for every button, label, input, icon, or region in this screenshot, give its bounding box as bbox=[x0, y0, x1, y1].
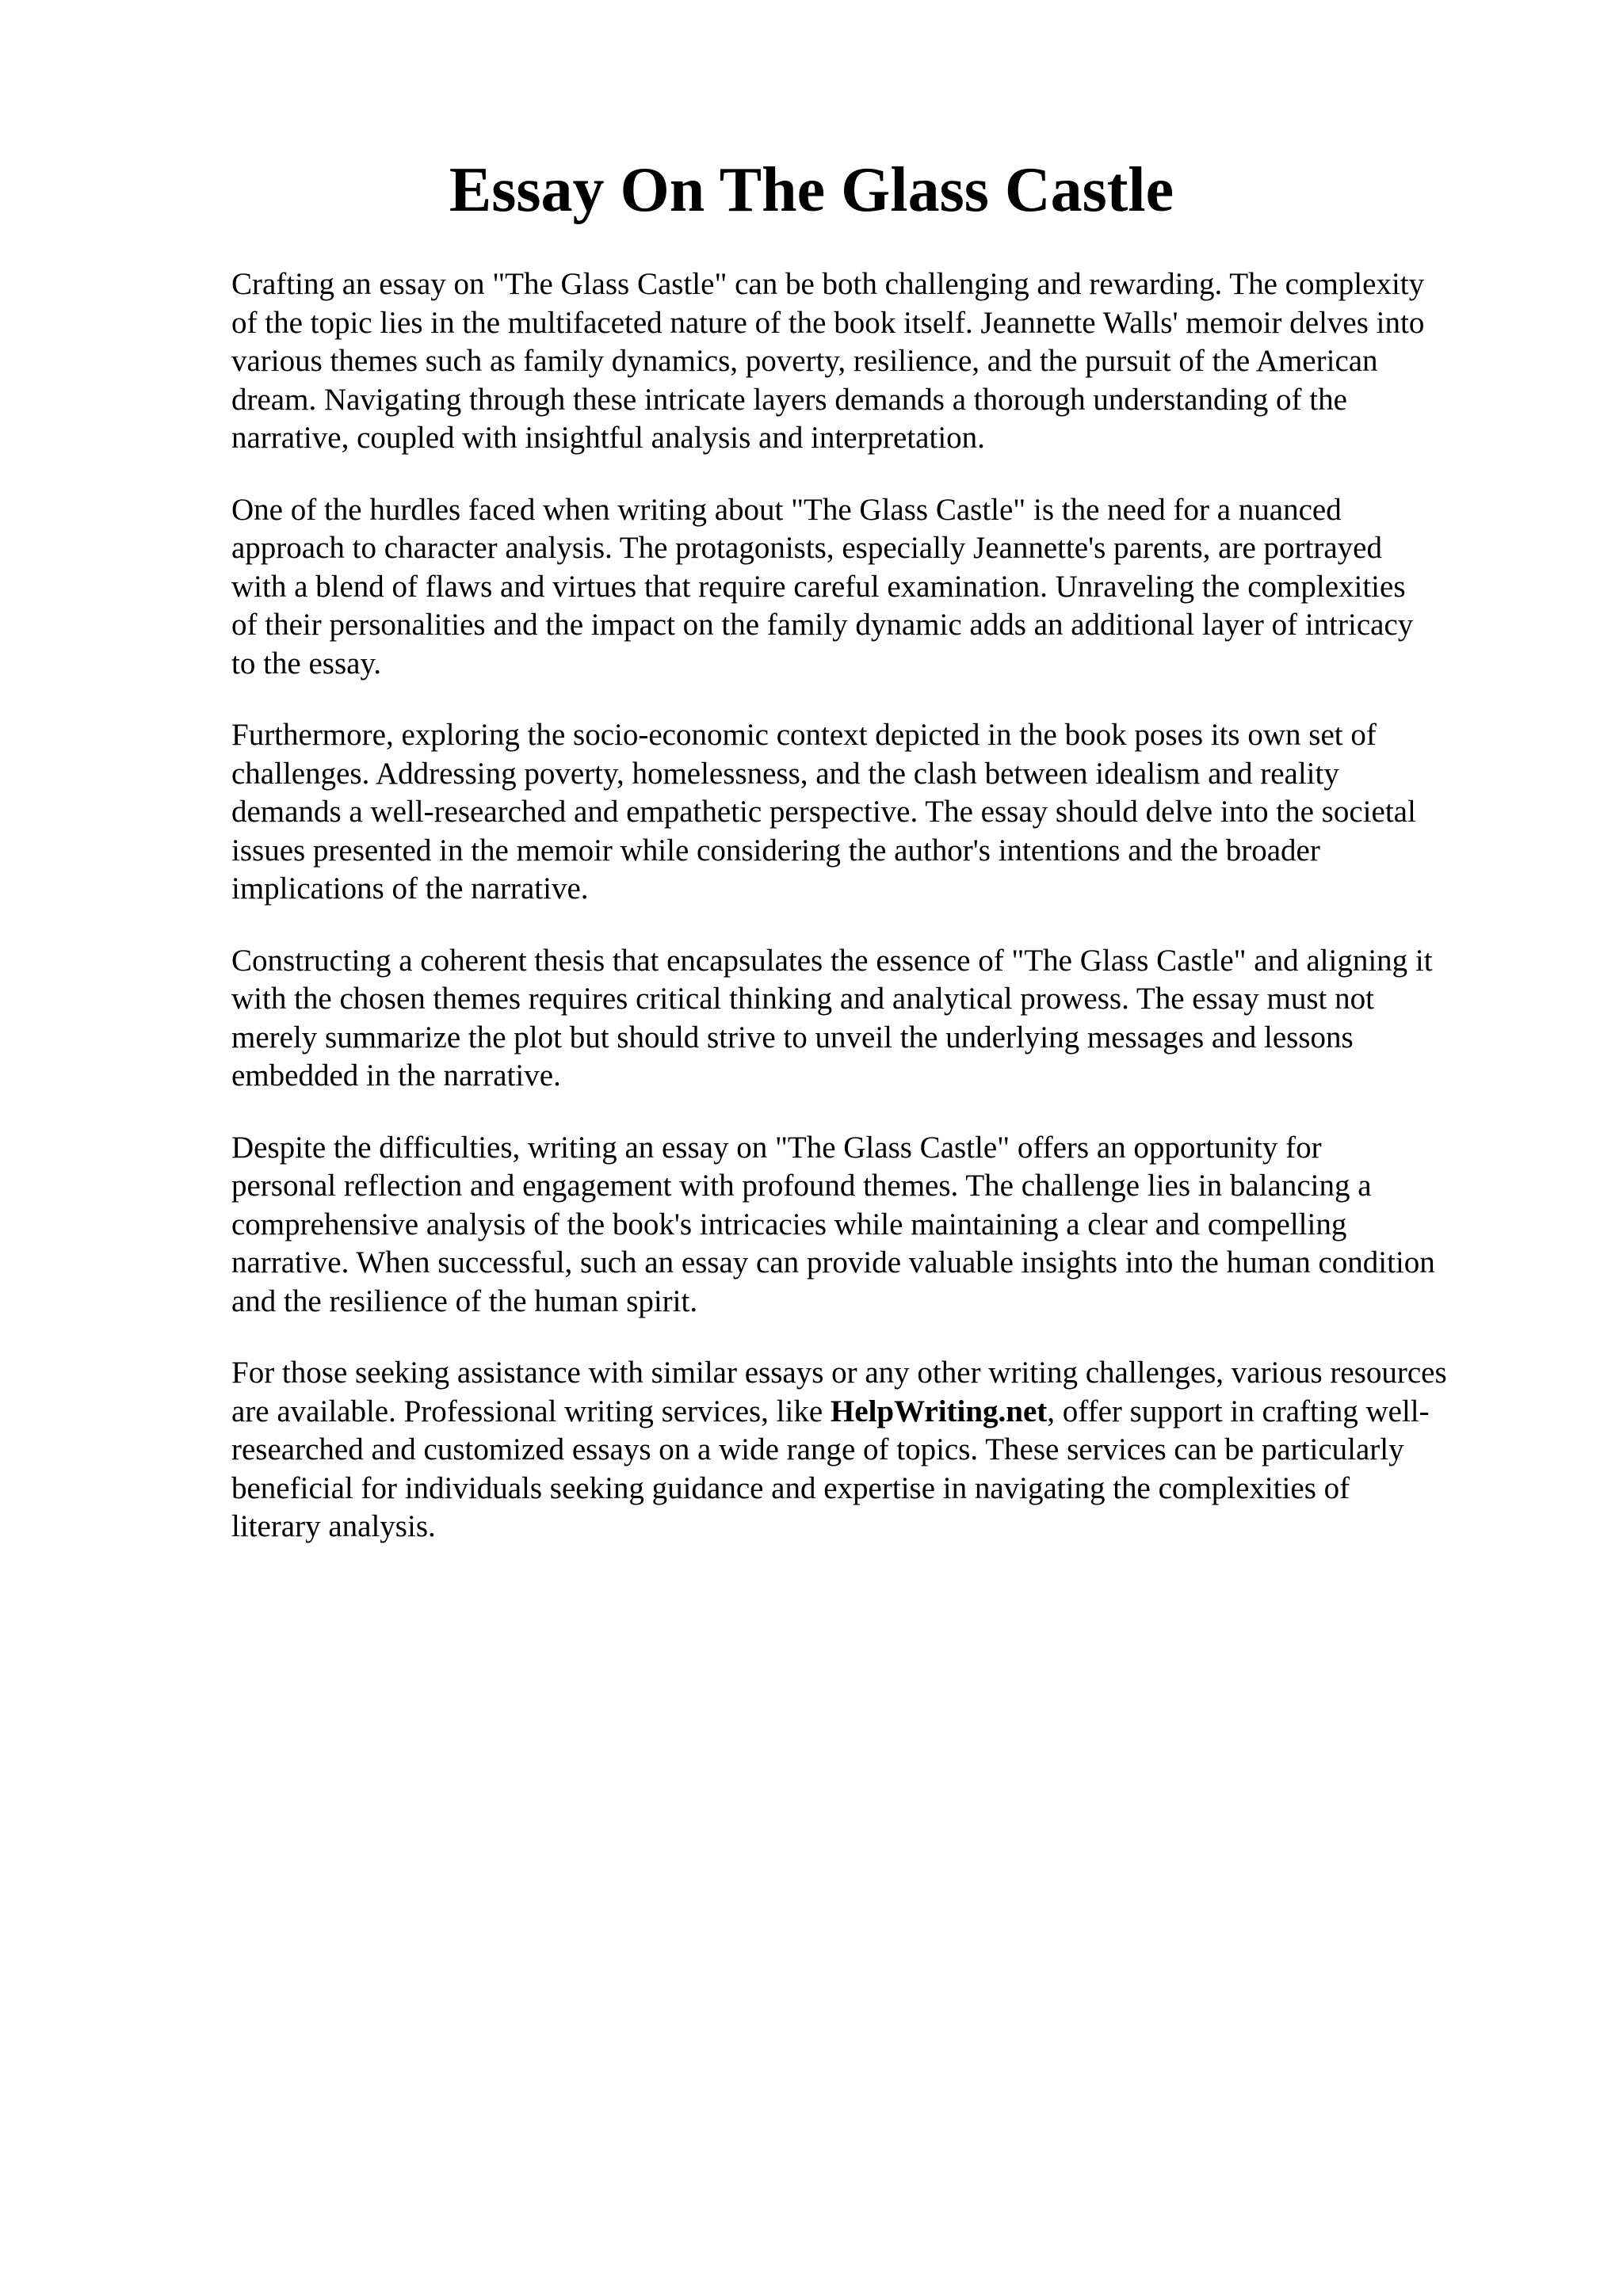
text-line: beneficial for individuals seeking guidance and expertise in navigating the complexities of bbox=[231, 1470, 1350, 1505]
text-line: issues presented in the memoir while considering the author's intentions and the broader bbox=[231, 833, 1320, 868]
paragraph-3 bbox=[231, 716, 1531, 909]
text-line: of the topic lies in the multifaceted nature of the book itself. Jeannette Walls' memoir delves into bbox=[231, 305, 1425, 340]
text-line: Furthermore, exploring the socio-economic context depicted in the book poses its own set of bbox=[231, 718, 1377, 752]
text-line: of their personalities and the impact on the family dynamic adds an additional layer of intricacy bbox=[231, 608, 1414, 642]
text-span: are available. Professional writing services, like bbox=[231, 1394, 831, 1428]
text-line: narrative, coupled with insightful analysis and interpretation. bbox=[231, 421, 985, 455]
text-line: researched and customized essays on a wide range of topics. These services can be particularly bbox=[231, 1432, 1404, 1466]
text-line: approach to character analysis. The protagonists, especially Jeannette's parents, are portrayed bbox=[231, 531, 1382, 565]
text-line: dream. Navigating through these intricate layers demands a thorough understanding of the bbox=[231, 382, 1347, 417]
text-line: implications of the narrative. bbox=[231, 871, 589, 906]
paragraph-6 bbox=[231, 1354, 1531, 1547]
paragraph-1 bbox=[231, 265, 1531, 458]
text-line: Constructing a coherent thesis that encapsulates the essence of "The Glass Castle" and aligning it bbox=[231, 943, 1433, 978]
text-line: with a blend of flaws and virtues that require careful examination. Unraveling the complexities bbox=[231, 569, 1406, 604]
text-line-with-link bbox=[231, 1393, 1531, 1432]
paragraph-5 bbox=[231, 1129, 1531, 1322]
page-title: Essay On The Glass Castle bbox=[449, 155, 1174, 225]
text-line: merely summarize the plot but should strive to unveil the underlying messages and lessons bbox=[231, 1020, 1354, 1055]
text-line: embedded in the narrative. bbox=[231, 1058, 561, 1093]
text-line: comprehensive analysis of the book's intricacies while maintaining a clear and compelling bbox=[231, 1207, 1347, 1241]
essay-body bbox=[231, 265, 1531, 1580]
text-line: various themes such as family dynamics, poverty, resilience, and the pursuit of the American bbox=[231, 344, 1378, 378]
paragraph-2 bbox=[231, 491, 1531, 684]
text-line: Despite the difficulties, writing an essay on "The Glass Castle" offers an opportunity for bbox=[231, 1130, 1322, 1165]
text-line: Crafting an essay on "The Glass Castle" can be both challenging and rewarding. The complexity bbox=[231, 267, 1425, 301]
text-line: For those seeking assistance with similar essays or any other writing challenges, various resources bbox=[231, 1356, 1447, 1390]
text-line: literary analysis. bbox=[231, 1509, 436, 1543]
text-line: challenges. Addressing poverty, homelessness, and the clash between idealism and reality bbox=[231, 756, 1339, 791]
text-line: to the essay. bbox=[231, 646, 382, 681]
text-line: personal reflection and engagement with profound themes. The challenge lies in balancing a bbox=[231, 1169, 1372, 1203]
helpwriting-link[interactable]: HelpWriting.net bbox=[830, 1394, 1048, 1428]
paragraph-4 bbox=[231, 942, 1531, 1096]
text-line: narrative. When successful, such an essay can provide valuable insights into the human condition bbox=[231, 1245, 1435, 1280]
text-span: , offer support in crafting well- bbox=[1047, 1394, 1430, 1428]
text-line: with the chosen themes requires critical thinking and analytical prowess. The essay must not bbox=[231, 982, 1374, 1016]
text-line: and the resilience of the human spirit. bbox=[231, 1283, 698, 1318]
text-line: demands a well-researched and empathetic perspective. The essay should delve into the societal bbox=[231, 795, 1416, 829]
text-line: One of the hurdles faced when writing about "The Glass Castle" is the need for a nuanced bbox=[231, 492, 1342, 527]
